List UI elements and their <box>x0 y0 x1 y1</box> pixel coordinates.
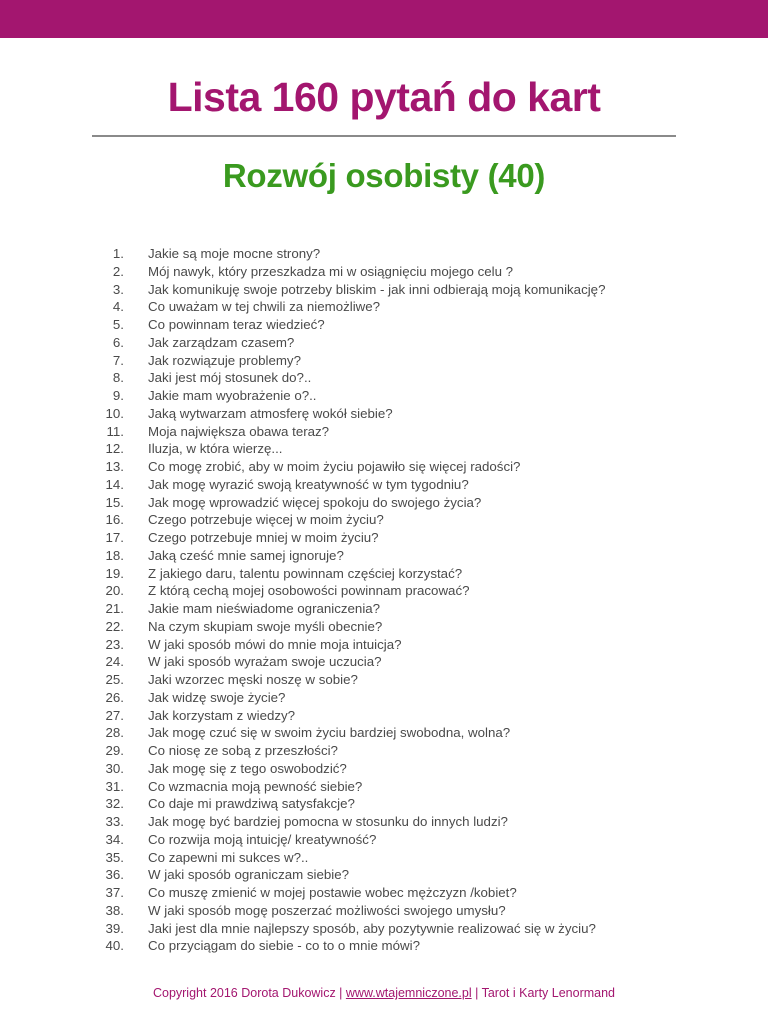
question-text: Jak mogę wprowadzić więcej spokoju do swojego życia? <box>148 494 482 510</box>
question-text: Co uważam w tej chwili za niemożliwe? <box>148 299 381 315</box>
question-number: 17. <box>105 530 124 545</box>
question-text: Jaką wytwarzam atmosferę wokół siebie? <box>148 405 393 421</box>
question-number: 5. <box>112 317 124 332</box>
list-item <box>0 511 768 529</box>
list-item <box>0 813 768 831</box>
question-number: 16. <box>105 512 124 528</box>
question-text: Jaką cześć mnie samej ignoruje? <box>148 547 344 563</box>
question-text: Jak komunikuję swoje potrzeby bliskim - jak inni odbierają moją komunikację? <box>148 281 606 297</box>
list-item <box>0 245 768 263</box>
list-item <box>0 671 768 689</box>
question-number: 7. <box>112 352 124 368</box>
question-number: 34. <box>105 831 124 847</box>
question-text: Co zapewni mi sukces w?.. <box>148 849 309 865</box>
question-number: 18. <box>105 547 124 563</box>
list-item <box>0 565 768 583</box>
list-item <box>0 582 768 600</box>
question-number: 36. <box>105 867 124 883</box>
list-item <box>0 369 768 387</box>
list-item <box>0 760 768 778</box>
question-text: W jaki sposób mogę poszerzać możliwości swojego umysłu? <box>148 902 506 918</box>
list-item <box>0 281 768 299</box>
question-number: 37. <box>105 885 124 900</box>
list-item <box>0 742 768 760</box>
question-number: 29. <box>105 743 124 758</box>
list-item <box>0 529 768 547</box>
question-text: W jaki sposób ograniczam siebie? <box>148 867 350 883</box>
list-item <box>0 494 768 512</box>
question-text: Z jakiego daru, talentu powinnam częściej korzystać? <box>148 565 463 581</box>
question-text: Co wzmacnia moją pewność siebie? <box>148 778 363 794</box>
question-number: 15. <box>105 494 124 510</box>
list-item <box>0 831 768 849</box>
question-text: Co niosę ze sobą z przeszłości? <box>148 743 338 758</box>
question-text: Jakie są moje mocne strony? <box>148 246 321 261</box>
list-item <box>0 352 768 370</box>
question-text: Jak mogę być bardziej pomocna w stosunku do innych ludzi? <box>148 814 508 829</box>
question-text: Jak rozwiązuje problemy? <box>148 352 301 368</box>
section-subtitle: Rozwój osobisty (40) <box>222 157 546 194</box>
question-number: 12. <box>105 441 124 457</box>
question-number: 40. <box>105 938 124 954</box>
top-brand-bar <box>0 0 768 38</box>
question-text: Co mogę zrobić, aby w moim życiu pojawiło się więcej radości? <box>148 459 521 474</box>
question-number: 4. <box>112 299 124 315</box>
list-item <box>0 458 768 476</box>
question-number: 22. <box>105 618 124 634</box>
list-item <box>0 653 768 671</box>
title-divider <box>92 135 676 137</box>
question-text: Jakie mam wyobrażenie o?.. <box>148 388 317 403</box>
question-text: Co rozwija moją intuicję/ kreatywność? <box>148 831 377 847</box>
list-item <box>0 440 768 458</box>
question-number: 9. <box>112 388 124 403</box>
list-item <box>0 298 768 316</box>
question-text: Moja największa obawa teraz? <box>148 423 330 439</box>
list-item <box>0 884 768 902</box>
list-item <box>0 618 768 636</box>
question-text: Co daje mi prawdziwą satysfakcje? <box>148 796 355 812</box>
list-item <box>0 920 768 938</box>
list-item <box>0 795 768 813</box>
question-text: Co przyciągam do siebie - co to o mnie mówi? <box>148 938 420 954</box>
list-item <box>0 423 768 441</box>
question-number: 11. <box>106 423 124 439</box>
question-number: 10. <box>105 405 124 421</box>
question-number: 28. <box>105 725 124 741</box>
question-text: Jaki wzorzec męski noszę w sobie? <box>148 672 358 687</box>
list-item <box>0 600 768 618</box>
question-text: Mój nawyk, który przeszkadza mi w osiągnięciu mojego celu ? <box>148 263 514 279</box>
question-number: 13. <box>105 459 124 474</box>
list-item <box>0 849 768 867</box>
question-text: Czego potrzebuje więcej w moim życiu? <box>148 512 384 528</box>
question-number: 39. <box>105 920 124 936</box>
question-number: 27. <box>105 707 124 723</box>
question-text: W jaki sposób wyrażam swoje uczucia? <box>148 654 382 670</box>
question-text: W jaki sposób mówi do mnie moja intuicja? <box>148 636 402 652</box>
list-item <box>0 547 768 565</box>
list-item <box>0 866 768 884</box>
question-number: 24. <box>105 654 124 670</box>
question-number: 2. <box>112 263 124 279</box>
question-list <box>0 245 768 955</box>
footer-copyright: Copyright 2016 Dorota Dukowicz | <box>152 986 346 1000</box>
question-text: Jaki jest dla mnie najlepszy sposób, aby pozytywnie realizować się w życiu? <box>148 920 596 936</box>
question-number: 35. <box>105 849 124 865</box>
question-number: 19. <box>105 565 124 581</box>
footer-website-link[interactable]: www.wtajemniczone.pl <box>345 986 472 1000</box>
question-text: Co muszę zmienić w mojej postawie wobec mężczyzn /kobiet? <box>148 885 517 900</box>
question-number: 26. <box>105 689 124 705</box>
question-text: Czego potrzebuje mniej w moim życiu? <box>148 530 379 545</box>
question-number: 20. <box>105 583 124 599</box>
question-number: 21. <box>105 601 124 616</box>
question-text: Na czym skupiam swoje myśli obecnie? <box>148 618 383 634</box>
question-number: 25. <box>105 672 124 687</box>
list-item <box>0 902 768 920</box>
question-number: 32. <box>105 796 124 812</box>
question-text: Iluzja, w która wierzę... <box>148 441 283 457</box>
footer-suffix: | Tarot i Karty Lenormand <box>471 986 616 1000</box>
list-item <box>0 778 768 796</box>
question-text: Jak korzystam z wiedzy? <box>148 707 296 723</box>
question-text: Z którą cechą mojej osobowości powinnam pracować? <box>148 583 470 599</box>
question-text: Jak mogę się z tego oswobodzić? <box>148 760 347 776</box>
question-text: Jak zarządzam czasem? <box>148 334 295 350</box>
question-text: Co powinnam teraz wiedzieć? <box>148 317 325 332</box>
list-item <box>0 334 768 352</box>
question-text: Jak widzę swoje życie? <box>148 689 286 705</box>
list-item <box>0 724 768 742</box>
list-item <box>0 707 768 725</box>
question-text: Jak mogę czuć się w swoim życiu bardziej swobodna, wolna? <box>148 725 511 741</box>
question-number: 14. <box>105 476 124 492</box>
list-item <box>0 387 768 405</box>
list-item <box>0 636 768 654</box>
question-number: 38. <box>105 902 124 918</box>
list-item <box>0 937 768 955</box>
question-text: Jakie mam nieświadome ograniczenia? <box>148 601 381 616</box>
list-item <box>0 405 768 423</box>
list-item <box>0 689 768 707</box>
question-number: 6. <box>112 334 124 350</box>
question-text: Jaki jest mój stosunek do?.. <box>148 370 312 386</box>
question-number: 30. <box>105 760 124 776</box>
question-number: 31. <box>105 778 124 794</box>
list-item <box>0 476 768 494</box>
list-item <box>0 316 768 334</box>
list-item <box>0 263 768 281</box>
question-text: Jak mogę wyrazić swoją kreatywność w tym tygodniu? <box>148 476 469 492</box>
page-title: Lista 160 pytań do kart <box>167 74 601 120</box>
footer <box>0 984 768 1002</box>
question-number: 3. <box>112 281 124 297</box>
question-number: 33. <box>105 814 124 829</box>
question-number: 1. <box>112 246 124 261</box>
question-number: 23. <box>105 636 124 652</box>
question-number: 8. <box>112 370 124 386</box>
